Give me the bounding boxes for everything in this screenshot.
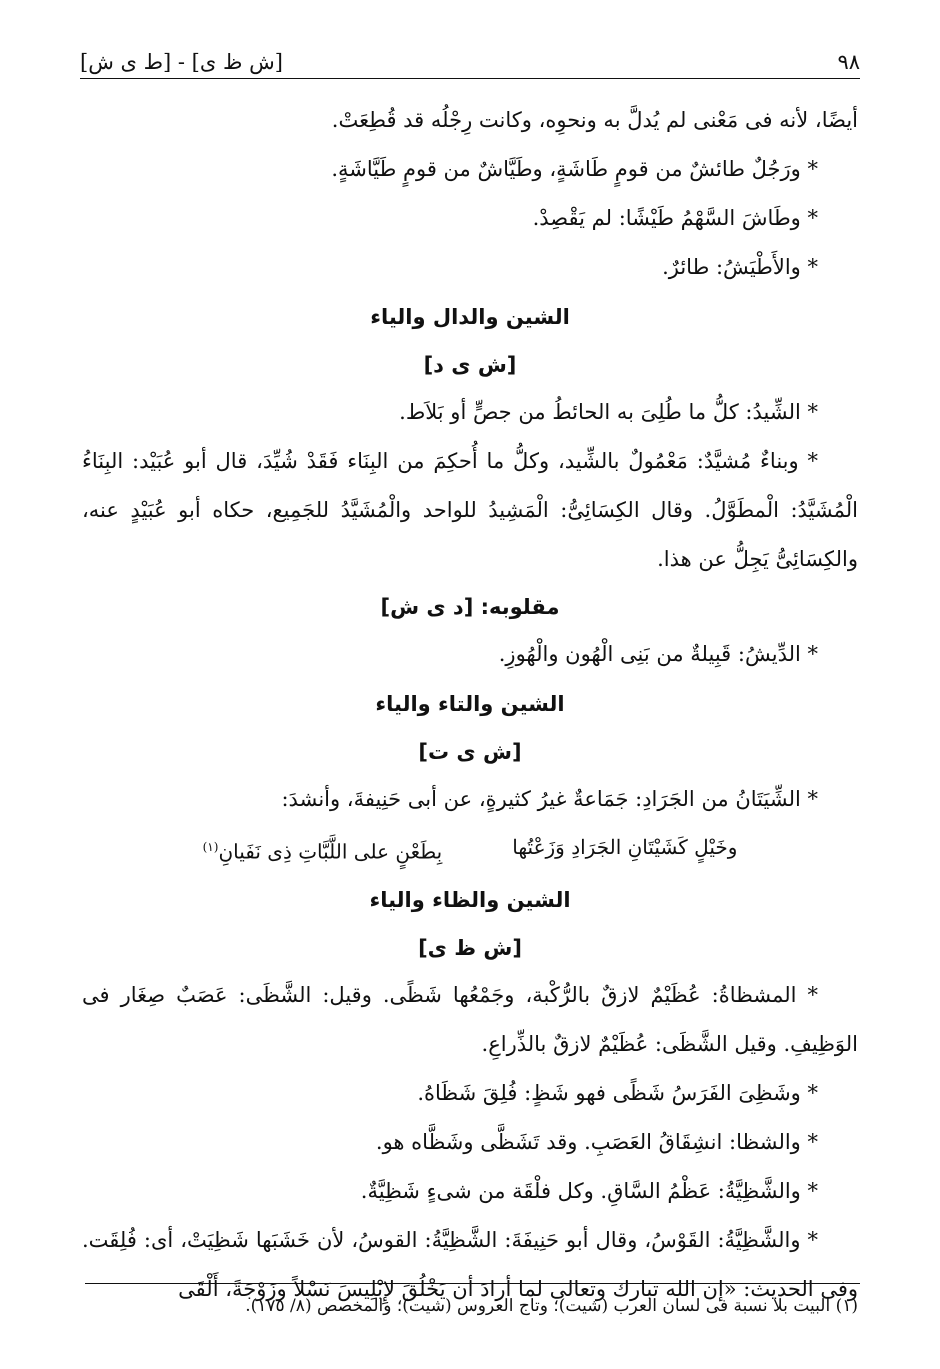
header-rule [80, 78, 860, 79]
dictionary-entry: * والأَطْيَشُ: طائرٌ. [662, 255, 818, 279]
dictionary-entry: * والشَّظِيَّةُ: القَوْسُ، وقال أبو حَنِيفَةَ: الشَّظِيَّةُ: القوسُ، لأن خَشَبَها شَظِيَتْ، أى: فُلِقَت. وفى الحديث: «إن الله تبارك وتعالى لما أرادَ أن يَخْلُقَ لإِبْلِيسَ نَسْلاً وزَوْجَةً، أَلْقَى [82, 1227, 858, 1301]
dictionary-entry: * وطَاشَ السَّهْمُ طَيْشًا: لم يَقْصِدْ. [532, 206, 818, 230]
verse-first-hemistich: وخَيْلٍ كَشَيْتَانِ الجَرَادِ وَزَعْتُها [512, 835, 738, 859]
root-heading: [ش ظ ى] [418, 935, 522, 960]
running-title: [ط ى ش] - [ش ظ ى] [80, 50, 283, 74]
section-heading: الشين والظاء والياء [369, 887, 571, 912]
section-heading: الشين والدال والياء [370, 305, 570, 329]
page-body [82, 96, 858, 1314]
dictionary-entry: * وبناءٌ مُشيَّدٌ: مَعْمُولٌ بالشِّيد، وكلُّ ما أُحكِمَ من البِنَاء فَقَدْ شُيِّدَ، قال أبو عُبَيْد: البِنَاءُ الْمُشَيَّدُ: الْمطَوَّلُ. وقال الكِسَائِىُّ: الْمَشِيدُ للواحد والْمُشَيَّدُ للجَمِيع، حكاه أبو عُبَيْدٍ عنه، والكِسَائِىُّ يَجِلُّ عن هذا. [82, 449, 858, 571]
dictionary-entry: * وشَظِىَ الفَرَسُ شَظًى فهو شَظٍ: فُلِقَ شَظَاهُ. [417, 1080, 818, 1105]
footnote-rule [85, 1283, 860, 1284]
dictionary-entry: * الدِّيشُ: قَبِيلةٌ من بَنِى الْهُون والْهُوزِ. [498, 642, 818, 666]
verse-second-text: بِطَعْنٍ على اللَّبَّاتِ ذِى نَفَيانِ [218, 839, 443, 864]
section-heading: الشين والتاء والياء [375, 692, 565, 716]
footnote-ref[interactable]: (١) [202, 840, 219, 854]
dictionary-entry: * والشظا: انشِقَاقُ العَصَبِ. وقد تَشَظَّى وشَظَّاه هو. [375, 1129, 818, 1154]
footnote: (١) البيت بلا نسبة فى لسان العرب (شيت)؛ وتاج العروس (شيت)؛ والمخصص (٨/ ١٧٥). [245, 1296, 858, 1316]
root-heading: [ش ى ت] [418, 740, 522, 764]
dictionary-entry: * والشَّظِيَّةُ: عَظْمُ السَّاقِ. وكل فلْقَة من شىءٍ شَظِيَّةٌ. [360, 1178, 818, 1203]
page-number: ٩٨ [837, 50, 860, 74]
dictionary-entry: * الشِّيَتَانُ من الجَرَادِ: جَمَاعةٌ غيرُ كثيرةٍ، عن أبى حَنِيفةَ، وأنشدَ: [281, 787, 818, 811]
verse-second-hemistich [203, 824, 443, 875]
dictionary-entry: * الشِّيدُ: كلُّ ما طُلِىَ به الحائطُ من جصٍّ أو بَلاَط. [399, 400, 818, 424]
root-heading: مقلوبه: [د ى ش] [380, 595, 560, 619]
root-heading: [ش ى د] [423, 353, 517, 377]
dictionary-entry: * المشظاةُ: عُظَيْمٌ لازقٌ بالرُّكْبة، وجَمْعُها شَظًى. وقيل: الشَّظَى: عَصَبٌ صِغَار فى الوَظِيفِ. وقيل الشَّظَى: عُظَيْمٌ لازقٌ بالذِّراعِ. [82, 982, 858, 1056]
text-line: أيضًا، لأنه فى مَعْنى لم يُدلَّ به ونحوِه، وكانت رِجْلُه قد قُطِعَتْ. [331, 108, 858, 132]
dictionary-entry: * ورَجُلٌ طائشٌ من قومٍ طَاشَةٍ، وطَيَّاشٌ من قومٍ طَيَّاشَةٍ. [331, 157, 818, 181]
running-head [80, 40, 860, 74]
poetry-verse [82, 824, 858, 875]
